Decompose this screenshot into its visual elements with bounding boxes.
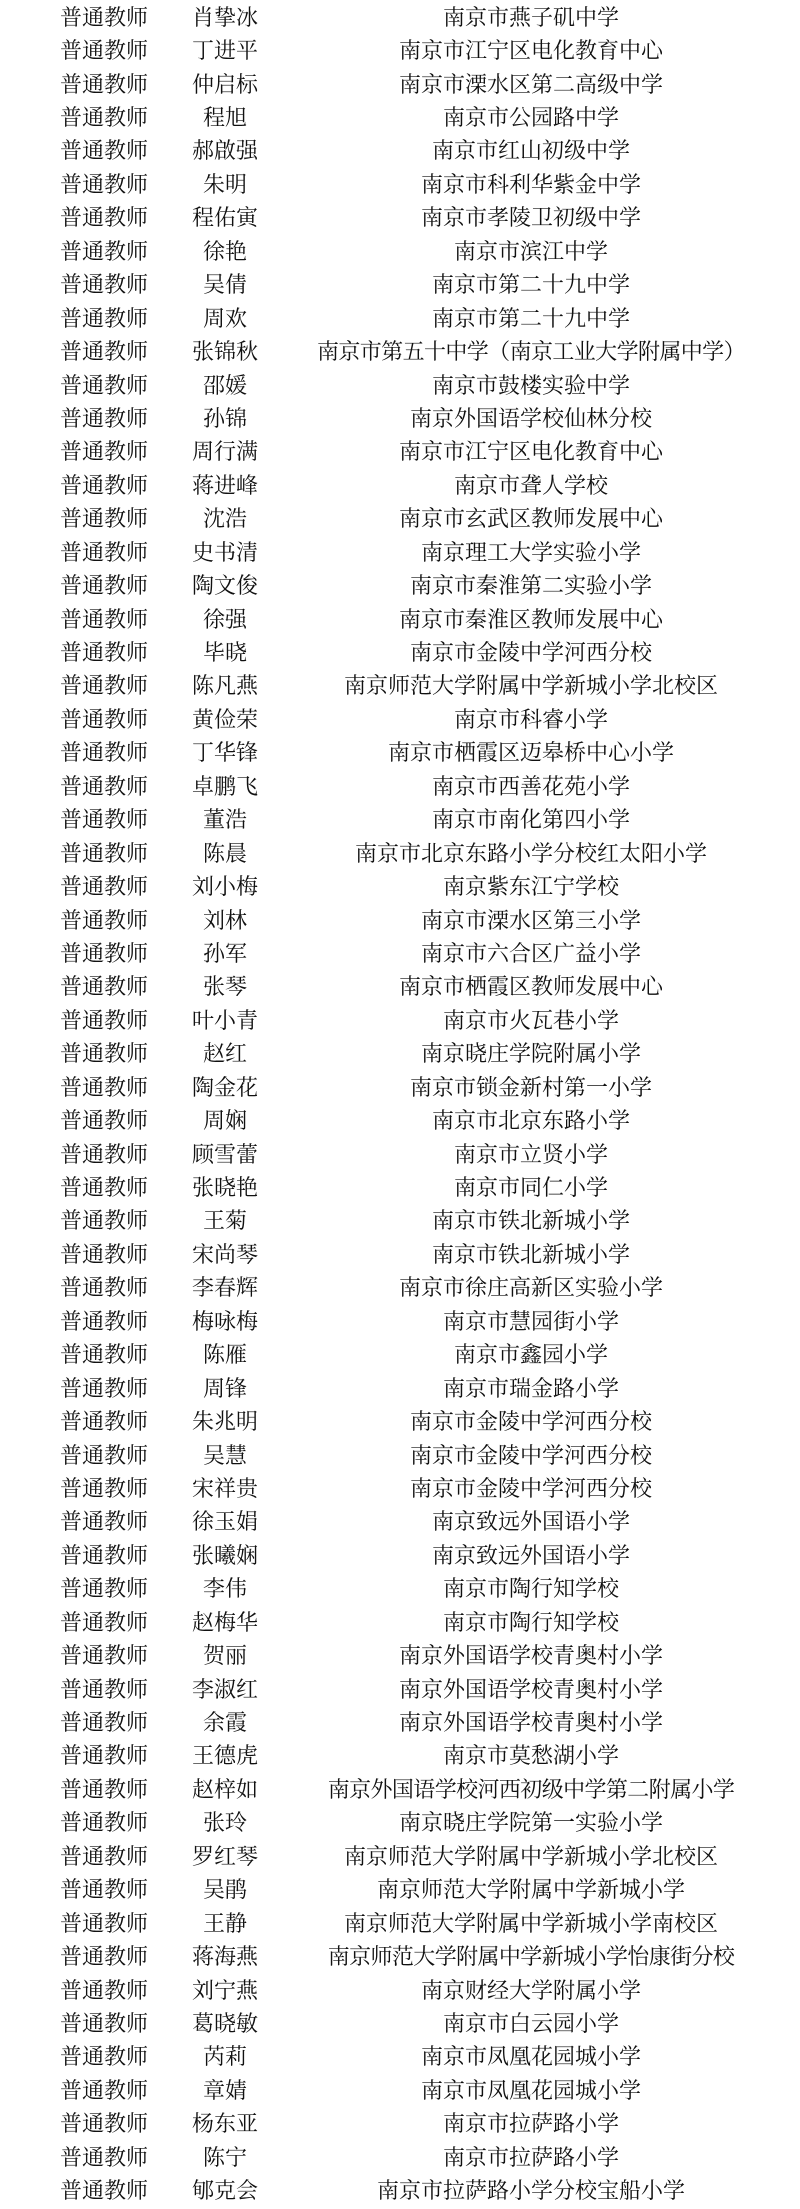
teacher-title: 普通教师	[60, 1577, 149, 1603]
teacher-name: 董浩	[202, 808, 247, 834]
teacher-title: 普通教师	[60, 841, 149, 867]
school-name: 南京市金陵中学河西分校	[409, 641, 652, 667]
teacher-title: 普通教师	[60, 1075, 149, 1101]
school-name: 南京致远外国语小学	[431, 1510, 630, 1536]
teacher-title: 普通教师	[60, 540, 149, 566]
school-name: 南京外国语学校青奥村小学	[398, 1677, 663, 1703]
teacher-name: 卓鹏飞	[191, 774, 258, 800]
teacher-name: 郇克会	[191, 2179, 258, 2205]
teacher-title: 普通教师	[60, 306, 149, 332]
list-item	[0, 1340, 800, 1373]
school-name: 南京市拉萨路小学	[442, 2145, 619, 2171]
list-item	[0, 2008, 800, 2041]
list-item	[0, 738, 800, 771]
teacher-title: 普通教师	[60, 2078, 149, 2104]
teacher-title: 普通教师	[60, 1844, 149, 1870]
list-item	[0, 1941, 800, 1974]
teacher-title: 普通教师	[60, 373, 149, 399]
teacher-name: 吴鹃	[202, 1878, 247, 1904]
teacher-title: 普通教师	[60, 5, 149, 31]
teacher-name: 邵媛	[202, 373, 247, 399]
list-item	[0, 2142, 800, 2175]
teacher-name: 王静	[202, 1911, 247, 1937]
list-item	[0, 905, 800, 938]
teacher-title: 普通教师	[60, 1878, 149, 1904]
teacher-title: 普通教师	[60, 1176, 149, 1202]
teacher-title: 普通教师	[60, 875, 149, 901]
list-item	[0, 403, 800, 436]
list-item	[0, 336, 800, 369]
list-item	[0, 102, 800, 135]
teacher-title: 普通教师	[60, 2045, 149, 2071]
teacher-name: 宋祥贵	[191, 1476, 258, 1502]
school-name: 南京市栖霞区迈皋桥中心小学	[387, 741, 674, 767]
school-name: 南京市秦淮第二实验小学	[409, 574, 652, 600]
teacher-name: 周行满	[191, 440, 258, 466]
school-name: 南京师范大学附属中学新城小学南校区	[343, 1911, 718, 1937]
teacher-name: 刘宁燕	[191, 1978, 258, 2004]
teacher-title: 普通教师	[60, 106, 149, 132]
school-name: 南京市公园路中学	[442, 106, 619, 132]
list-item	[0, 1072, 800, 1105]
list-item	[0, 1908, 800, 1941]
teacher-title: 普通教师	[60, 172, 149, 198]
teacher-name: 李春辉	[191, 1276, 258, 1302]
school-name: 南京市北京东路小学	[431, 1109, 630, 1135]
teacher-name: 蒋进峰	[191, 473, 258, 499]
list-item	[0, 35, 800, 68]
school-name: 南京市江宁区电化教育中心	[398, 39, 663, 65]
teacher-name: 芮莉	[202, 2045, 247, 2071]
teacher-title: 普通教师	[60, 1777, 149, 1803]
school-name: 南京市金陵中学河西分校	[409, 1410, 652, 1436]
teacher-title: 普通教师	[60, 473, 149, 499]
school-name: 南京财经大学附属小学	[420, 1978, 641, 2004]
list-item	[0, 2075, 800, 2108]
list-item	[0, 637, 800, 670]
teacher-title: 普通教师	[60, 1644, 149, 1670]
list-item	[0, 470, 800, 503]
teacher-title: 普通教师	[60, 139, 149, 165]
teacher-name: 朱兆明	[191, 1410, 258, 1436]
teacher-name: 顾雪蕾	[191, 1142, 258, 1168]
teacher-title: 普通教师	[60, 239, 149, 265]
school-name: 南京市西善花苑小学	[431, 774, 630, 800]
teacher-name: 陈宁	[202, 2145, 247, 2171]
list-item	[0, 1875, 800, 1908]
list-item	[0, 370, 800, 403]
school-name: 南京市慧园街小学	[442, 1309, 619, 1335]
teacher-name: 宋尚琴	[191, 1242, 258, 1268]
school-name: 南京市铁北新城小学	[431, 1242, 630, 1268]
school-name: 南京外国语学校青奥村小学	[398, 1644, 663, 1670]
school-name: 南京外国语学校青奥村小学	[398, 1711, 663, 1737]
list-item	[0, 1640, 800, 1673]
school-name: 南京市六合区广益小学	[420, 941, 641, 967]
teacher-title: 普通教师	[60, 808, 149, 834]
school-name: 南京外国语学校仙林分校	[409, 406, 652, 432]
teacher-title: 普通教师	[60, 1443, 149, 1469]
teacher-name: 张晓艳	[191, 1176, 258, 1202]
teacher-name: 章婧	[202, 2078, 247, 2104]
teacher-name: 陶金花	[191, 1075, 258, 1101]
list-item	[0, 236, 800, 269]
list-item	[0, 136, 800, 169]
list-item	[0, 871, 800, 904]
teacher-name: 张曦娴	[191, 1543, 258, 1569]
list-item	[0, 203, 800, 236]
teacher-title: 普通教师	[60, 975, 149, 1001]
school-name: 南京市溧水区第二高级中学	[398, 72, 663, 98]
teacher-title: 普通教师	[60, 2179, 149, 2205]
school-name: 南京市拉萨路小学	[442, 2112, 619, 2138]
teacher-name: 罗红琴	[191, 1844, 258, 1870]
school-name: 南京师范大学附属中学新城小学	[376, 1878, 685, 1904]
list-item	[0, 2042, 800, 2075]
list-item	[0, 1540, 800, 1573]
teacher-title: 普通教师	[60, 1510, 149, 1536]
school-name: 南京市陶行知学校	[442, 1577, 619, 1603]
school-name: 南京师范大学附属中学新城小学北校区	[343, 674, 718, 700]
teacher-title: 普通教师	[60, 72, 149, 98]
list-item	[0, 1808, 800, 1841]
teacher-name: 陈雁	[202, 1343, 247, 1369]
school-name: 南京市铁北新城小学	[431, 1209, 630, 1235]
list-item	[0, 838, 800, 871]
list-item	[0, 1306, 800, 1339]
teacher-name: 郝啟强	[191, 139, 258, 165]
list-item	[0, 1574, 800, 1607]
list-item	[0, 1206, 800, 1239]
school-name: 南京市溧水区第三小学	[420, 908, 641, 934]
teacher-title: 普通教师	[60, 39, 149, 65]
list-item	[0, 504, 800, 537]
teacher-title: 普通教师	[60, 1476, 149, 1502]
school-name: 南京师范大学附属中学新城小学怡康街分校	[327, 1945, 735, 1971]
teacher-name: 吴慧	[202, 1443, 247, 1469]
school-name: 南京市第二十九中学	[431, 273, 630, 299]
list-item	[0, 1841, 800, 1874]
teacher-name: 张玲	[202, 1811, 247, 1837]
school-name: 南京市南化第四小学	[431, 808, 630, 834]
list-item	[0, 671, 800, 704]
teacher-name: 张锦秋	[191, 340, 258, 366]
teacher-title: 普通教师	[60, 674, 149, 700]
list-item	[0, 1774, 800, 1807]
teacher-title: 普通教师	[60, 941, 149, 967]
teacher-title: 普通教师	[60, 340, 149, 366]
school-name: 南京市燕子矶中学	[442, 5, 619, 31]
school-name: 南京理工大学实验小学	[420, 540, 641, 566]
list-item	[0, 1039, 800, 1072]
teacher-title: 普通教师	[60, 741, 149, 767]
teacher-title: 普通教师	[60, 1209, 149, 1235]
teacher-name: 程佑寅	[191, 206, 258, 232]
list-item	[0, 303, 800, 336]
teacher-title: 普通教师	[60, 641, 149, 667]
school-name: 南京市孝陵卫初级中学	[420, 206, 641, 232]
school-name: 南京市玄武区教师发展中心	[398, 507, 663, 533]
teacher-title: 普通教师	[60, 1911, 149, 1937]
teacher-name: 陶文俊	[191, 574, 258, 600]
teacher-name: 徐艳	[202, 239, 247, 265]
teacher-name: 李伟	[202, 1577, 247, 1603]
teacher-name: 吴倩	[202, 273, 247, 299]
teacher-name: 梅咏梅	[191, 1309, 258, 1335]
teacher-name: 徐强	[202, 607, 247, 633]
teacher-title: 普通教师	[60, 1410, 149, 1436]
school-name: 南京晓庄学院附属小学	[420, 1042, 641, 1068]
teacher-name: 余霞	[202, 1711, 247, 1737]
list-item	[0, 537, 800, 570]
school-name: 南京市拉萨路小学分校宝船小学	[376, 2179, 685, 2205]
teacher-title: 普通教师	[60, 1677, 149, 1703]
teacher-name: 朱明	[202, 172, 247, 198]
teacher-title: 普通教师	[60, 1042, 149, 1068]
teacher-name: 孙军	[202, 941, 247, 967]
teacher-name: 赵梅华	[191, 1610, 258, 1636]
teacher-title: 普通教师	[60, 1242, 149, 1268]
school-name: 南京市鑫园小学	[453, 1343, 608, 1369]
teacher-name: 丁华锋	[191, 741, 258, 767]
school-name: 南京市徐庄高新区实验小学	[398, 1276, 663, 1302]
teacher-title: 普通教师	[60, 1978, 149, 2004]
teacher-name: 史书清	[191, 540, 258, 566]
teacher-title: 普通教师	[60, 2011, 149, 2037]
teacher-title: 普通教师	[60, 1376, 149, 1402]
teacher-name: 李淑红	[191, 1677, 258, 1703]
teacher-name: 孙锦	[202, 406, 247, 432]
teacher-name: 陈晨	[202, 841, 247, 867]
teacher-title: 普通教师	[60, 273, 149, 299]
school-name: 南京市鼓楼实验中学	[431, 373, 630, 399]
school-name: 南京市第五十中学（南京工业大学附属中学）	[316, 340, 745, 366]
teacher-title: 普通教师	[60, 1343, 149, 1369]
teacher-title: 普通教师	[60, 1142, 149, 1168]
list-item	[0, 437, 800, 470]
teacher-title: 普通教师	[60, 607, 149, 633]
list-item	[0, 805, 800, 838]
school-name: 南京致远外国语小学	[431, 1543, 630, 1569]
school-name: 南京市白云园小学	[442, 2011, 619, 2037]
teacher-title: 普通教师	[60, 574, 149, 600]
teacher-name: 丁进平	[191, 39, 258, 65]
list-item	[0, 1139, 800, 1172]
teacher-name: 蒋海燕	[191, 1945, 258, 1971]
teacher-name: 仲启标	[191, 72, 258, 98]
list-item	[0, 972, 800, 1005]
school-name: 南京市滨江中学	[453, 239, 608, 265]
list-item	[0, 771, 800, 804]
list-item	[0, 1440, 800, 1473]
teacher-title: 普通教师	[60, 440, 149, 466]
teacher-name: 周娴	[202, 1109, 247, 1135]
list-item	[0, 1005, 800, 1038]
list-item	[0, 270, 800, 303]
teacher-name: 张琴	[202, 975, 247, 1001]
school-name: 南京市同仁小学	[453, 1176, 608, 1202]
teacher-name: 肖挚冰	[191, 5, 258, 31]
school-name: 南京市江宁区电化教育中心	[398, 440, 663, 466]
list-item	[0, 2109, 800, 2142]
school-name: 南京市红山初级中学	[431, 139, 630, 165]
teacher-title: 普通教师	[60, 1276, 149, 1302]
teacher-title: 普通教师	[60, 1711, 149, 1737]
list-item	[0, 1707, 800, 1740]
teacher-name: 沈浩	[202, 507, 247, 533]
list-item	[0, 1406, 800, 1439]
teacher-name: 徐玉娟	[191, 1510, 258, 1536]
teacher-name: 王菊	[202, 1209, 247, 1235]
teacher-title: 普通教师	[60, 206, 149, 232]
teacher-title: 普通教师	[60, 406, 149, 432]
teacher-name: 黄俭荣	[191, 707, 258, 733]
school-name: 南京市凤凰花园城小学	[420, 2078, 641, 2104]
teacher-name: 葛晓敏	[191, 2011, 258, 2037]
teacher-title: 普通教师	[60, 1109, 149, 1135]
school-name: 南京外国语学校河西初级中学第二附属小学	[327, 1777, 735, 1803]
school-name: 南京市科利华紫金中学	[420, 172, 641, 198]
teacher-name: 周欢	[202, 306, 247, 332]
list-item	[0, 1172, 800, 1205]
school-name: 南京市莫愁湖小学	[442, 1744, 619, 1770]
list-item	[0, 1741, 800, 1774]
school-name: 南京市北京东路小学分校红太阳小学	[354, 841, 707, 867]
school-name: 南京市聋人学校	[453, 473, 608, 499]
school-name: 南京市金陵中学河西分校	[409, 1476, 652, 1502]
teacher-title: 普通教师	[60, 1610, 149, 1636]
list-item	[0, 1273, 800, 1306]
teacher-name: 王德虎	[191, 1744, 258, 1770]
teacher-title: 普通教师	[60, 1744, 149, 1770]
teacher-title: 普通教师	[60, 1309, 149, 1335]
teacher-title: 普通教师	[60, 507, 149, 533]
teacher-name: 周锋	[202, 1376, 247, 1402]
teacher-name: 毕晓	[202, 641, 247, 667]
teacher-title: 普通教师	[60, 1811, 149, 1837]
list-item	[0, 1975, 800, 2008]
teacher-title: 普通教师	[60, 774, 149, 800]
list-item	[0, 1507, 800, 1540]
teacher-name: 赵梓如	[191, 1777, 258, 1803]
list-item	[0, 1239, 800, 1272]
teacher-name: 赵红	[202, 1042, 247, 1068]
school-name: 南京晓庄学院第一实验小学	[398, 1811, 663, 1837]
teacher-name: 陈凡燕	[191, 674, 258, 700]
school-name: 南京市栖霞区教师发展中心	[398, 975, 663, 1001]
school-name: 南京市金陵中学河西分校	[409, 1443, 652, 1469]
school-name: 南京市凤凰花园城小学	[420, 2045, 641, 2071]
teacher-name: 刘林	[202, 908, 247, 934]
school-name: 南京市立贤小学	[453, 1142, 608, 1168]
teacher-title: 普通教师	[60, 2112, 149, 2138]
teacher-title: 普通教师	[60, 908, 149, 934]
list-item	[0, 1105, 800, 1138]
list-item	[0, 1473, 800, 1506]
teacher-name: 刘小梅	[191, 875, 258, 901]
teacher-name: 叶小青	[191, 1008, 258, 1034]
list-item	[0, 169, 800, 202]
teacher-title: 普通教师	[60, 1543, 149, 1569]
teacher-title: 普通教师	[60, 1945, 149, 1971]
list-item	[0, 570, 800, 603]
list-item	[0, 1607, 800, 1640]
school-name: 南京市火瓦巷小学	[442, 1008, 619, 1034]
list-item	[0, 1373, 800, 1406]
teacher-name: 贺丽	[202, 1644, 247, 1670]
list-item	[0, 938, 800, 971]
school-name: 南京市陶行知学校	[442, 1610, 619, 1636]
school-name: 南京师范大学附属中学新城小学北校区	[343, 1844, 718, 1870]
teacher-title: 普通教师	[60, 1008, 149, 1034]
school-name: 南京市瑞金路小学	[442, 1376, 619, 1402]
list-item	[0, 69, 800, 102]
list-item	[0, 2175, 800, 2208]
school-name: 南京市科睿小学	[453, 707, 608, 733]
list-item	[0, 704, 800, 737]
list-item	[0, 2, 800, 35]
teacher-name: 杨东亚	[191, 2112, 258, 2138]
teacher-name: 程旭	[202, 106, 247, 132]
teacher-title: 普通教师	[60, 707, 149, 733]
school-name: 南京紫东江宁学校	[442, 875, 619, 901]
school-name: 南京市第二十九中学	[431, 306, 630, 332]
list-item	[0, 604, 800, 637]
school-name: 南京市锁金新村第一小学	[409, 1075, 652, 1101]
teacher-title: 普通教师	[60, 2145, 149, 2171]
school-name: 南京市秦淮区教师发展中心	[398, 607, 663, 633]
list-item	[0, 1674, 800, 1707]
